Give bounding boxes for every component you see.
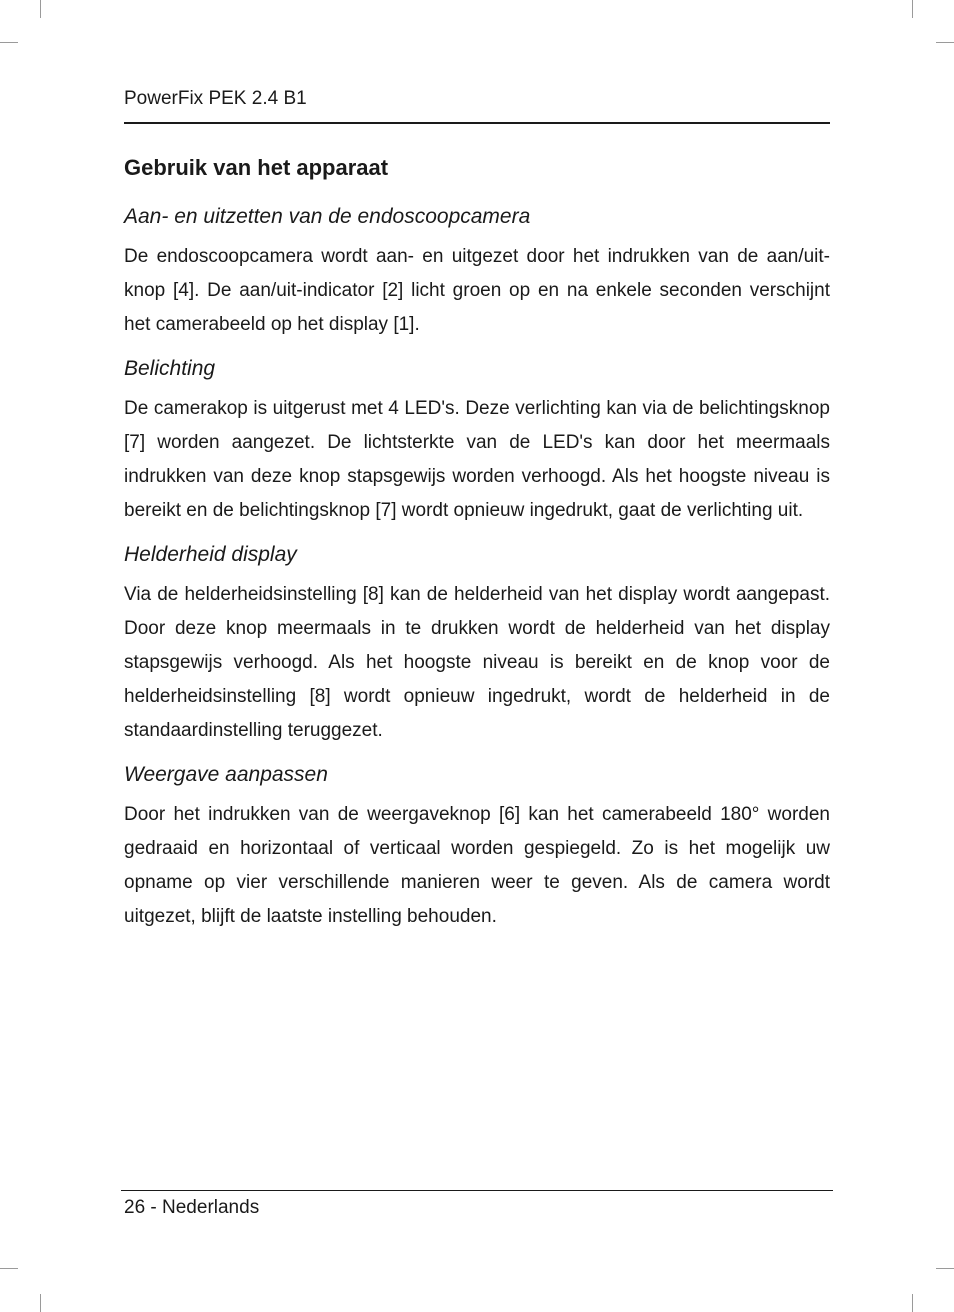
subsection-title-lighting: Belichting xyxy=(124,357,216,380)
paragraph-brightness: Via de helderheidsinstelling [8] kan de helderheid van het display wordt aangepast. Door deze knop meermaals in te drukken wordt de helderheid van het display stapsgewijs verhoogd. Als het hoogste niveau is bereikt en de knop voor de helderheidsinstelling [8] wordt opnieuw ingedrukt, wordt de helderheid in de standaardinstelling teruggezet. xyxy=(124,584,830,741)
crop-mark xyxy=(936,1268,954,1269)
subsection-title-power: Aan- en uitzetten van de endoscoopcamera xyxy=(124,205,531,228)
crop-mark xyxy=(40,0,41,18)
crop-mark xyxy=(936,42,954,43)
crop-mark xyxy=(912,0,913,18)
paragraph-lighting: De camerakop is uitgerust met 4 LED's. Deze verlichting kan via de belichtingsknop [7] worden aangezet. De lichtsterkte van de LED's kan door het meermaals indrukken van deze knop stapsgewijs worden verhoogd. Als het hoogste niveau is bereikt en de belichtingsknop [7] wordt opnieuw ingedrukt, gaat de verlichting uit. xyxy=(124,398,830,521)
crop-mark xyxy=(0,1268,18,1269)
crop-mark xyxy=(40,1294,41,1312)
page-header xyxy=(124,86,830,124)
page-footer xyxy=(121,1190,833,1218)
main-content xyxy=(124,150,830,944)
section-heading: Gebruik van het apparaat xyxy=(124,155,389,180)
document-title: PowerFix PEK 2.4 B1 xyxy=(124,88,307,109)
paragraph-display-orientation: Door het indrukken van de weergaveknop [6] kan het camerabeeld 180° worden gedraaid en horizontaal of verticaal worden gespiegeld. Zo is het mogelijk uw opname op vier verschillende manieren weer te geven. Als de camera wordt uitgezet, blijft de laatste instelling behouden. xyxy=(124,804,830,927)
page-number: 26 - Nederlands xyxy=(124,1197,260,1218)
paragraph-power: De endoscoopcamera wordt aan- en uitgezet door het indrukken van de aan/uit-knop [4]. De aan/uit-indicator [2] licht groen op en na enkele seconden verschijnt het camerabeeld op het display [1]. xyxy=(124,246,830,335)
crop-mark xyxy=(912,1294,913,1312)
crop-mark xyxy=(0,42,18,43)
subsection-title-brightness: Helderheid display xyxy=(124,543,297,566)
subsection-title-display-orientation: Weergave aanpassen xyxy=(124,763,328,786)
